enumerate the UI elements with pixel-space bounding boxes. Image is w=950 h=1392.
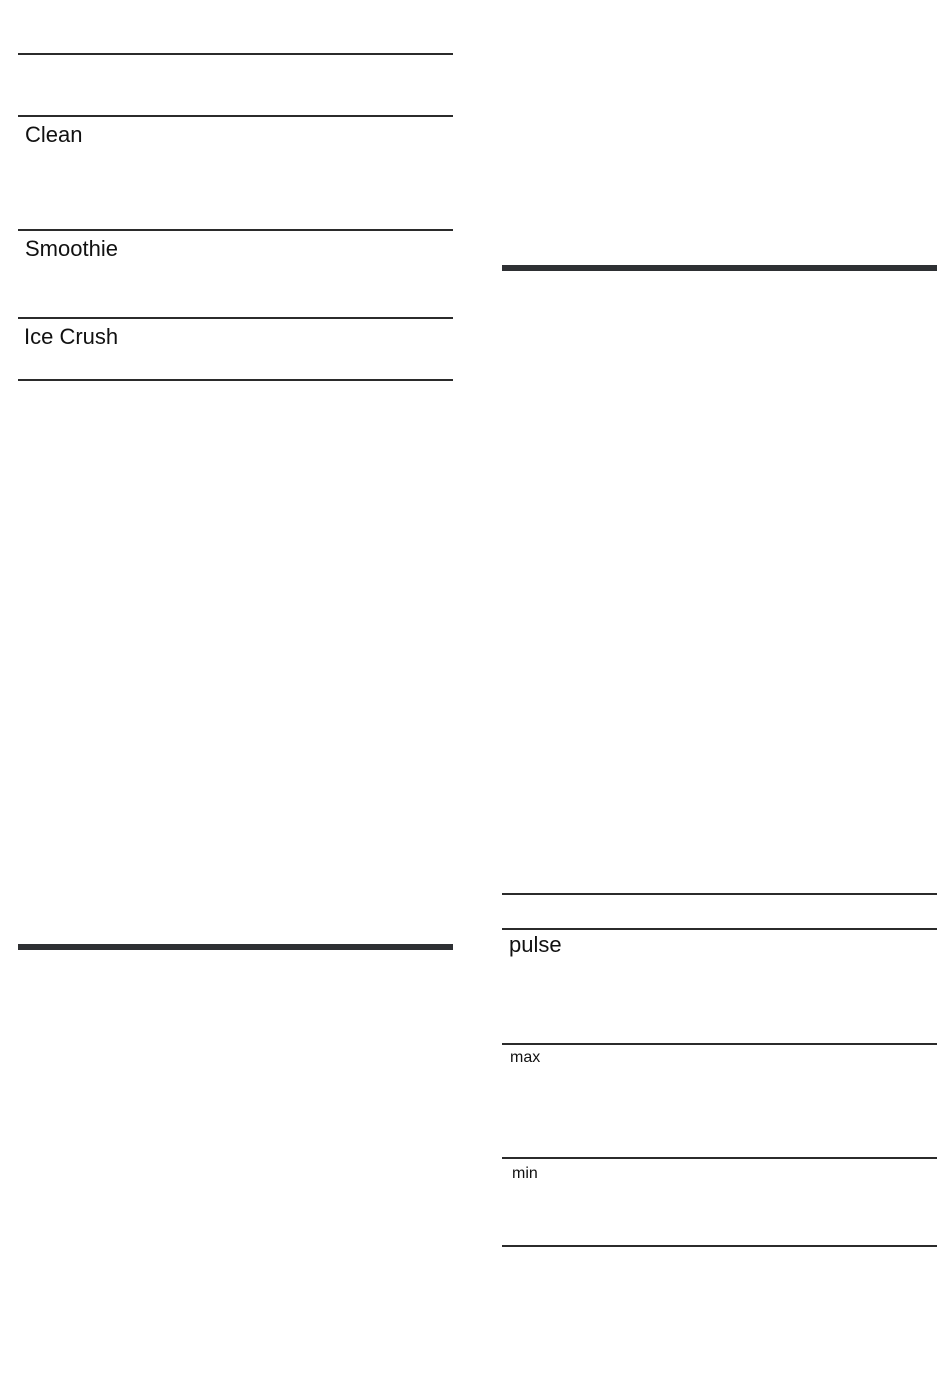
table-header-rule [18, 115, 453, 117]
table-header-rule [502, 928, 937, 930]
program-label-smoothie: Smoothie [25, 236, 118, 261]
program-label-clean: Clean [25, 122, 83, 147]
control-label-max: max [510, 1049, 541, 1066]
table-bottom-rule [18, 379, 453, 381]
row-divider-rule [18, 317, 453, 319]
section-separator-right [502, 265, 937, 271]
program-label-ice-crush: Ice Crush [24, 324, 119, 349]
table-top-rule [502, 893, 937, 895]
table-top-rule [18, 53, 453, 55]
row-divider-rule [502, 1043, 937, 1045]
table-bottom-rule [502, 1245, 937, 1247]
control-label-pulse: pulse [509, 932, 562, 957]
row-divider-rule [502, 1157, 937, 1159]
row-divider-rule [18, 229, 453, 231]
control-label-min: min [512, 1165, 538, 1182]
section-separator-left [18, 944, 453, 950]
